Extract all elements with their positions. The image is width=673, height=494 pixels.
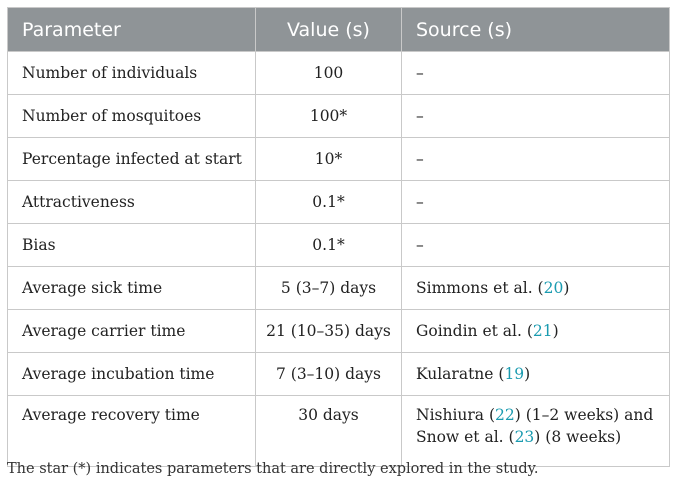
param-cell: Average incubation time — [8, 353, 256, 396]
value-cell: 100 — [256, 52, 402, 95]
source-cell: – — [402, 181, 670, 224]
param-cell: Average carrier time — [8, 310, 256, 353]
source-text: Simmons et al. ( — [416, 279, 544, 297]
source-cell — [402, 267, 670, 310]
header-parameter: Parameter — [8, 8, 256, 52]
table-row — [8, 353, 670, 396]
value-cell: 0.1* — [256, 181, 402, 224]
table-row — [8, 224, 670, 267]
citation-link[interactable]: 20 — [543, 279, 564, 297]
value-cell: 7 (3–10) days — [256, 353, 402, 396]
source-text: ) — [524, 365, 531, 383]
citation-link[interactable]: 19 — [504, 365, 525, 383]
value-cell: 0.1* — [256, 224, 402, 267]
table-header-row — [8, 8, 670, 52]
value-cell: 21 (10–35) days — [256, 310, 402, 353]
citation-link[interactable]: 21 — [532, 322, 553, 340]
source-cell — [402, 353, 670, 396]
parameters-table — [7, 7, 670, 467]
param-cell: Bias — [8, 224, 256, 267]
table-row — [8, 267, 670, 310]
header-value: Value (s) — [256, 8, 402, 52]
header-source: Source (s) — [402, 8, 670, 52]
table-row — [8, 181, 670, 224]
table-footnote: The star (*) indicates parameters that are directly explored in the study. — [7, 461, 539, 477]
source-cell: – — [402, 224, 670, 267]
param-cell: Percentage infected at start — [8, 138, 256, 181]
source-text: Snow et al. ( — [416, 428, 515, 446]
value-cell: 10* — [256, 138, 402, 181]
source-cell: – — [402, 138, 670, 181]
source-text: ) — [563, 279, 570, 297]
param-cell: Number of mosquitoes — [8, 95, 256, 138]
source-cell — [402, 310, 670, 353]
param-cell: Number of individuals — [8, 52, 256, 95]
source-text: ) (8 weeks) — [534, 428, 622, 446]
param-cell: Attractiveness — [8, 181, 256, 224]
table-row — [8, 138, 670, 181]
source-text: Goindin et al. ( — [416, 322, 533, 340]
source-text: ) — [552, 322, 559, 340]
source-text: Nishiura ( — [416, 406, 496, 424]
citation-link[interactable]: 22 — [495, 406, 515, 424]
value-cell: 100* — [256, 95, 402, 138]
table-row — [8, 52, 670, 95]
param-cell: Average recovery time — [8, 396, 256, 467]
param-cell: Average sick time — [8, 267, 256, 310]
source-cell: – — [402, 95, 670, 138]
source-text: Kularatne ( — [416, 365, 505, 383]
source-text: ) (1–2 weeks) and — [514, 406, 654, 424]
table-row — [8, 310, 670, 353]
value-cell: 5 (3–7) days — [256, 267, 402, 310]
source-cell: – — [402, 52, 670, 95]
value-cell: 30 days — [256, 396, 402, 467]
source-cell — [402, 396, 670, 467]
citation-link[interactable]: 23 — [514, 428, 535, 446]
table-row — [8, 396, 670, 467]
table-row — [8, 95, 670, 138]
